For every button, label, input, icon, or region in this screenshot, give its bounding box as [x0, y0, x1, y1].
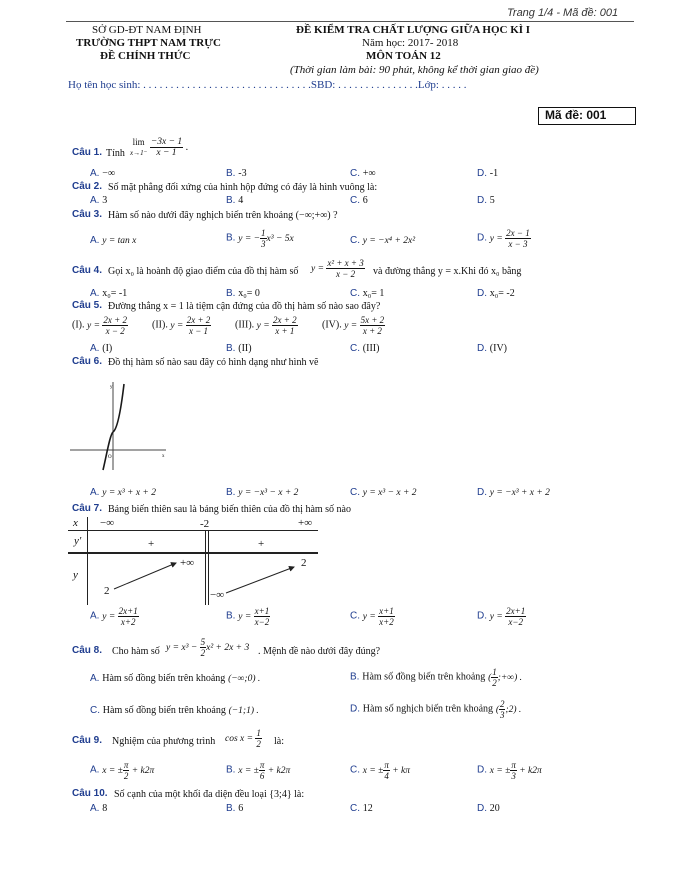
- question-2-text: Số mặt phẳng đối xứng của hình hộp đứng có đáy là hình vuông là:: [108, 182, 378, 193]
- question-7-label: Câu 7.: [72, 503, 103, 514]
- q4-option-b[interactable]: B. x₀= 0: [226, 288, 260, 299]
- table-y-right-start: −∞: [210, 589, 225, 601]
- question-6-text: Đồ thị hàm số nào sau đây có hình dạng như hình vẽ: [108, 357, 319, 368]
- question-1-label: Câu 1.: [72, 147, 103, 158]
- question-8-label: Câu 8.: [72, 645, 103, 656]
- table-y-left-end: +∞: [180, 557, 195, 569]
- question-10-text: Số cạnh của một khối đa diện đều loại {3;4} là:: [114, 789, 305, 800]
- q4-option-d[interactable]: D. x₀= -2: [477, 288, 515, 299]
- question-3-label: Câu 3.: [72, 209, 103, 220]
- q5-option-c[interactable]: C. (III): [350, 343, 380, 354]
- svg-text:O: O: [108, 455, 112, 460]
- question-6-label: Câu 6.: [72, 356, 103, 367]
- variation-table: [68, 517, 318, 605]
- question-9-equation: cos x = $\frac{1}{2}$: [225, 728, 261, 749]
- svg-text:y: y: [110, 385, 113, 390]
- q7-option-c[interactable]: C. y = $\frac{x+1}{x+2}$: [350, 606, 394, 627]
- q2-option-d[interactable]: D. 5: [477, 195, 495, 206]
- question-6-graph: [68, 378, 168, 474]
- q7-option-b[interactable]: B. y = $\frac{x+1}{x-2}$: [226, 606, 270, 627]
- question-5-label: Câu 5.: [72, 300, 103, 311]
- q2-option-b[interactable]: B. 4: [226, 195, 244, 206]
- table-arrows: [68, 517, 318, 605]
- q10-option-a[interactable]: A. 8: [90, 803, 108, 814]
- q3-option-b[interactable]: B. y = − $\frac{1}{3}$ x³ − 5x: [226, 228, 294, 249]
- time-note: (Thời gian làm bài: 90 phút, không kể thời gian giao đề): [290, 64, 539, 76]
- question-4-label: Câu 4.: [72, 265, 103, 276]
- q5-option-b[interactable]: B. (II): [226, 343, 252, 354]
- q10-option-c[interactable]: C. 12: [350, 803, 373, 814]
- q9-option-a[interactable]: A. x = ± $\frac{\pi}{2}$ + k2π: [90, 760, 155, 781]
- q2-option-c[interactable]: C. 6: [350, 195, 368, 206]
- question-4-text2: và đường thẳng y = x.Khi đó x₀ bằng: [373, 266, 522, 277]
- q8-option-a[interactable]: A. Hàm số đồng biến trên khoảng (−∞;0) .: [90, 673, 261, 684]
- q3-option-c[interactable]: C. y = −x⁴ + 2x²: [350, 235, 416, 246]
- q3-option-d[interactable]: D. y = $\frac{2x - 1}{x - 3}$: [477, 228, 530, 249]
- q2-option-a[interactable]: A. 3: [90, 195, 108, 206]
- q5-option-d[interactable]: D. (IV): [477, 343, 507, 354]
- official-label: ĐỀ CHÍNH THỨC: [100, 50, 191, 62]
- school-year: Năm học: 2017- 2018: [362, 37, 459, 49]
- question-8-text: Cho hàm số: [112, 646, 160, 657]
- exam-code: Mã đề: 001: [545, 108, 607, 122]
- question-5-sub-iv: (IV). y = $\frac{5x + 2}{x + 2}$: [322, 315, 385, 336]
- q7-option-d[interactable]: D. y = $\frac{2x+1}{x-2}$: [477, 606, 526, 627]
- page-number: Trang 1/4 - Mã đề: 001: [507, 7, 619, 19]
- q6-option-c[interactable]: C. y = x³ − x + 2: [350, 487, 417, 498]
- question-9-text: Nghiệm của phương trình: [112, 736, 216, 747]
- question-2-label: Câu 2.: [72, 181, 103, 192]
- q4-option-c[interactable]: C. x₀= 1: [350, 288, 385, 299]
- q1-option-d[interactable]: D. -1: [477, 168, 499, 179]
- svg-text:x: x: [162, 454, 165, 459]
- table-x-ninf: −∞: [100, 517, 115, 529]
- table-x-pinf: +∞: [298, 517, 313, 529]
- school-name: TRƯỜNG THPT NAM TRỰC: [76, 37, 221, 49]
- question-3-text: Hàm số nào dưới đây nghịch biến trên khoảng (−∞;+∞) ?: [108, 210, 338, 221]
- q8-option-d[interactable]: D. Hàm số nghịch biến trên khoảng ( $\frac{2}{3}$ ;2) .: [350, 699, 522, 720]
- question-8-text2: . Mệnh đề nào dưới đây đúng?: [258, 646, 381, 657]
- q9-option-c[interactable]: C. x = ± $\frac{\pi}{4}$ + kπ: [350, 760, 411, 781]
- q7-option-a[interactable]: A. y = $\frac{2x+1}{x+2}$: [90, 606, 138, 627]
- department-name: SỞ GD-ĐT NAM ĐỊNH: [92, 24, 202, 36]
- q6-option-d[interactable]: D. y = −x³ + x + 2: [477, 487, 550, 498]
- q6-option-b[interactable]: B. y = −x³ − x + 2: [226, 487, 299, 498]
- table-x-label: x: [73, 517, 78, 529]
- table-yp-plus-2: +: [258, 538, 265, 550]
- q4-option-a[interactable]: A. x₀= -1: [90, 288, 128, 299]
- question-5-sub-ii: (II). y = $\frac{2x + 2}{x - 1}$: [152, 315, 211, 336]
- q10-option-d[interactable]: D. 20: [477, 803, 500, 814]
- q5-option-a[interactable]: A. (I): [90, 343, 113, 354]
- q9-option-d[interactable]: D. x = ± $\frac{\pi}{3}$ + k2π: [477, 760, 542, 781]
- question-10-label: Câu 10.: [72, 788, 108, 799]
- question-4-text: Gọi x₀ là hoành độ giao điểm của đồ thị hàm số: [108, 266, 299, 277]
- student-info-line: Họ tên học sinh: . . . . . . . . . . . . . . . . . . . . . . . . . . . . . . .SBD: . . . . . . . . . . . . . . .Lớp: . . . . .: [68, 79, 467, 91]
- q3-option-a[interactable]: A. y = tan x: [90, 235, 137, 246]
- table-yp-plus-1: +: [148, 538, 155, 550]
- subject: MÔN TOÁN 12: [366, 50, 441, 62]
- q6-option-a[interactable]: A. y = x³ + x + 2: [90, 487, 156, 498]
- q10-option-b[interactable]: B. 6: [226, 803, 244, 814]
- question-7-text: Bảng biến thiên sau là bảng biến thiên của đồ thị hàm số nào: [108, 504, 351, 515]
- q1-option-a[interactable]: A. −∞: [90, 168, 116, 179]
- table-y-start: 2: [104, 585, 110, 597]
- table-x-m2: -2: [200, 518, 210, 530]
- table-yprime-label: y': [74, 535, 82, 547]
- q1-option-c[interactable]: C. +∞: [350, 168, 376, 179]
- table-y-label: y: [73, 569, 78, 581]
- header-rule: [66, 21, 634, 22]
- question-8-function: y = x³ − $\frac{5}{2}$ x² + 2x + 3: [166, 637, 250, 658]
- question-4-function: y = $\frac{\text{x² + x + 3}}{x - 2}$: [311, 258, 364, 279]
- q8-option-c[interactable]: C. Hàm số đồng biến trên khoảng (−1;1) .: [90, 705, 259, 716]
- question-9-text2: là:: [274, 736, 284, 747]
- q1-option-b[interactable]: B. -3: [226, 168, 247, 179]
- question-5-text: Đường thẳng x = 1 là tiệm cận đứng của đồ thị hàm số nào sao đây?: [108, 301, 381, 312]
- question-9-label: Câu 9.: [72, 735, 103, 746]
- exam-title: ĐỀ KIỂM TRA CHẤT LƯỢNG GIỮA HỌC KÌ I: [296, 24, 531, 36]
- table-y-end: 2: [301, 557, 307, 569]
- q8-option-b[interactable]: B. Hàm số đồng biến trên khoảng ( $\frac{1}{2}$ ;+∞) .: [350, 667, 522, 688]
- question-5-sub-iii: (III). y = $\frac{2x + 2}{x + 1}$: [235, 315, 297, 336]
- question-1-limit: lim x→1⁻ $\frac{-3x - 1}{x - 1}$ .: [130, 137, 189, 158]
- question-1-text: Tính: [106, 148, 125, 159]
- question-5-sub-i: (I). y = $\frac{2x + 2}{x - 2}$: [72, 315, 127, 336]
- q9-option-b[interactable]: B. x = ± $\frac{\pi}{6}$ + k2π: [226, 760, 291, 781]
